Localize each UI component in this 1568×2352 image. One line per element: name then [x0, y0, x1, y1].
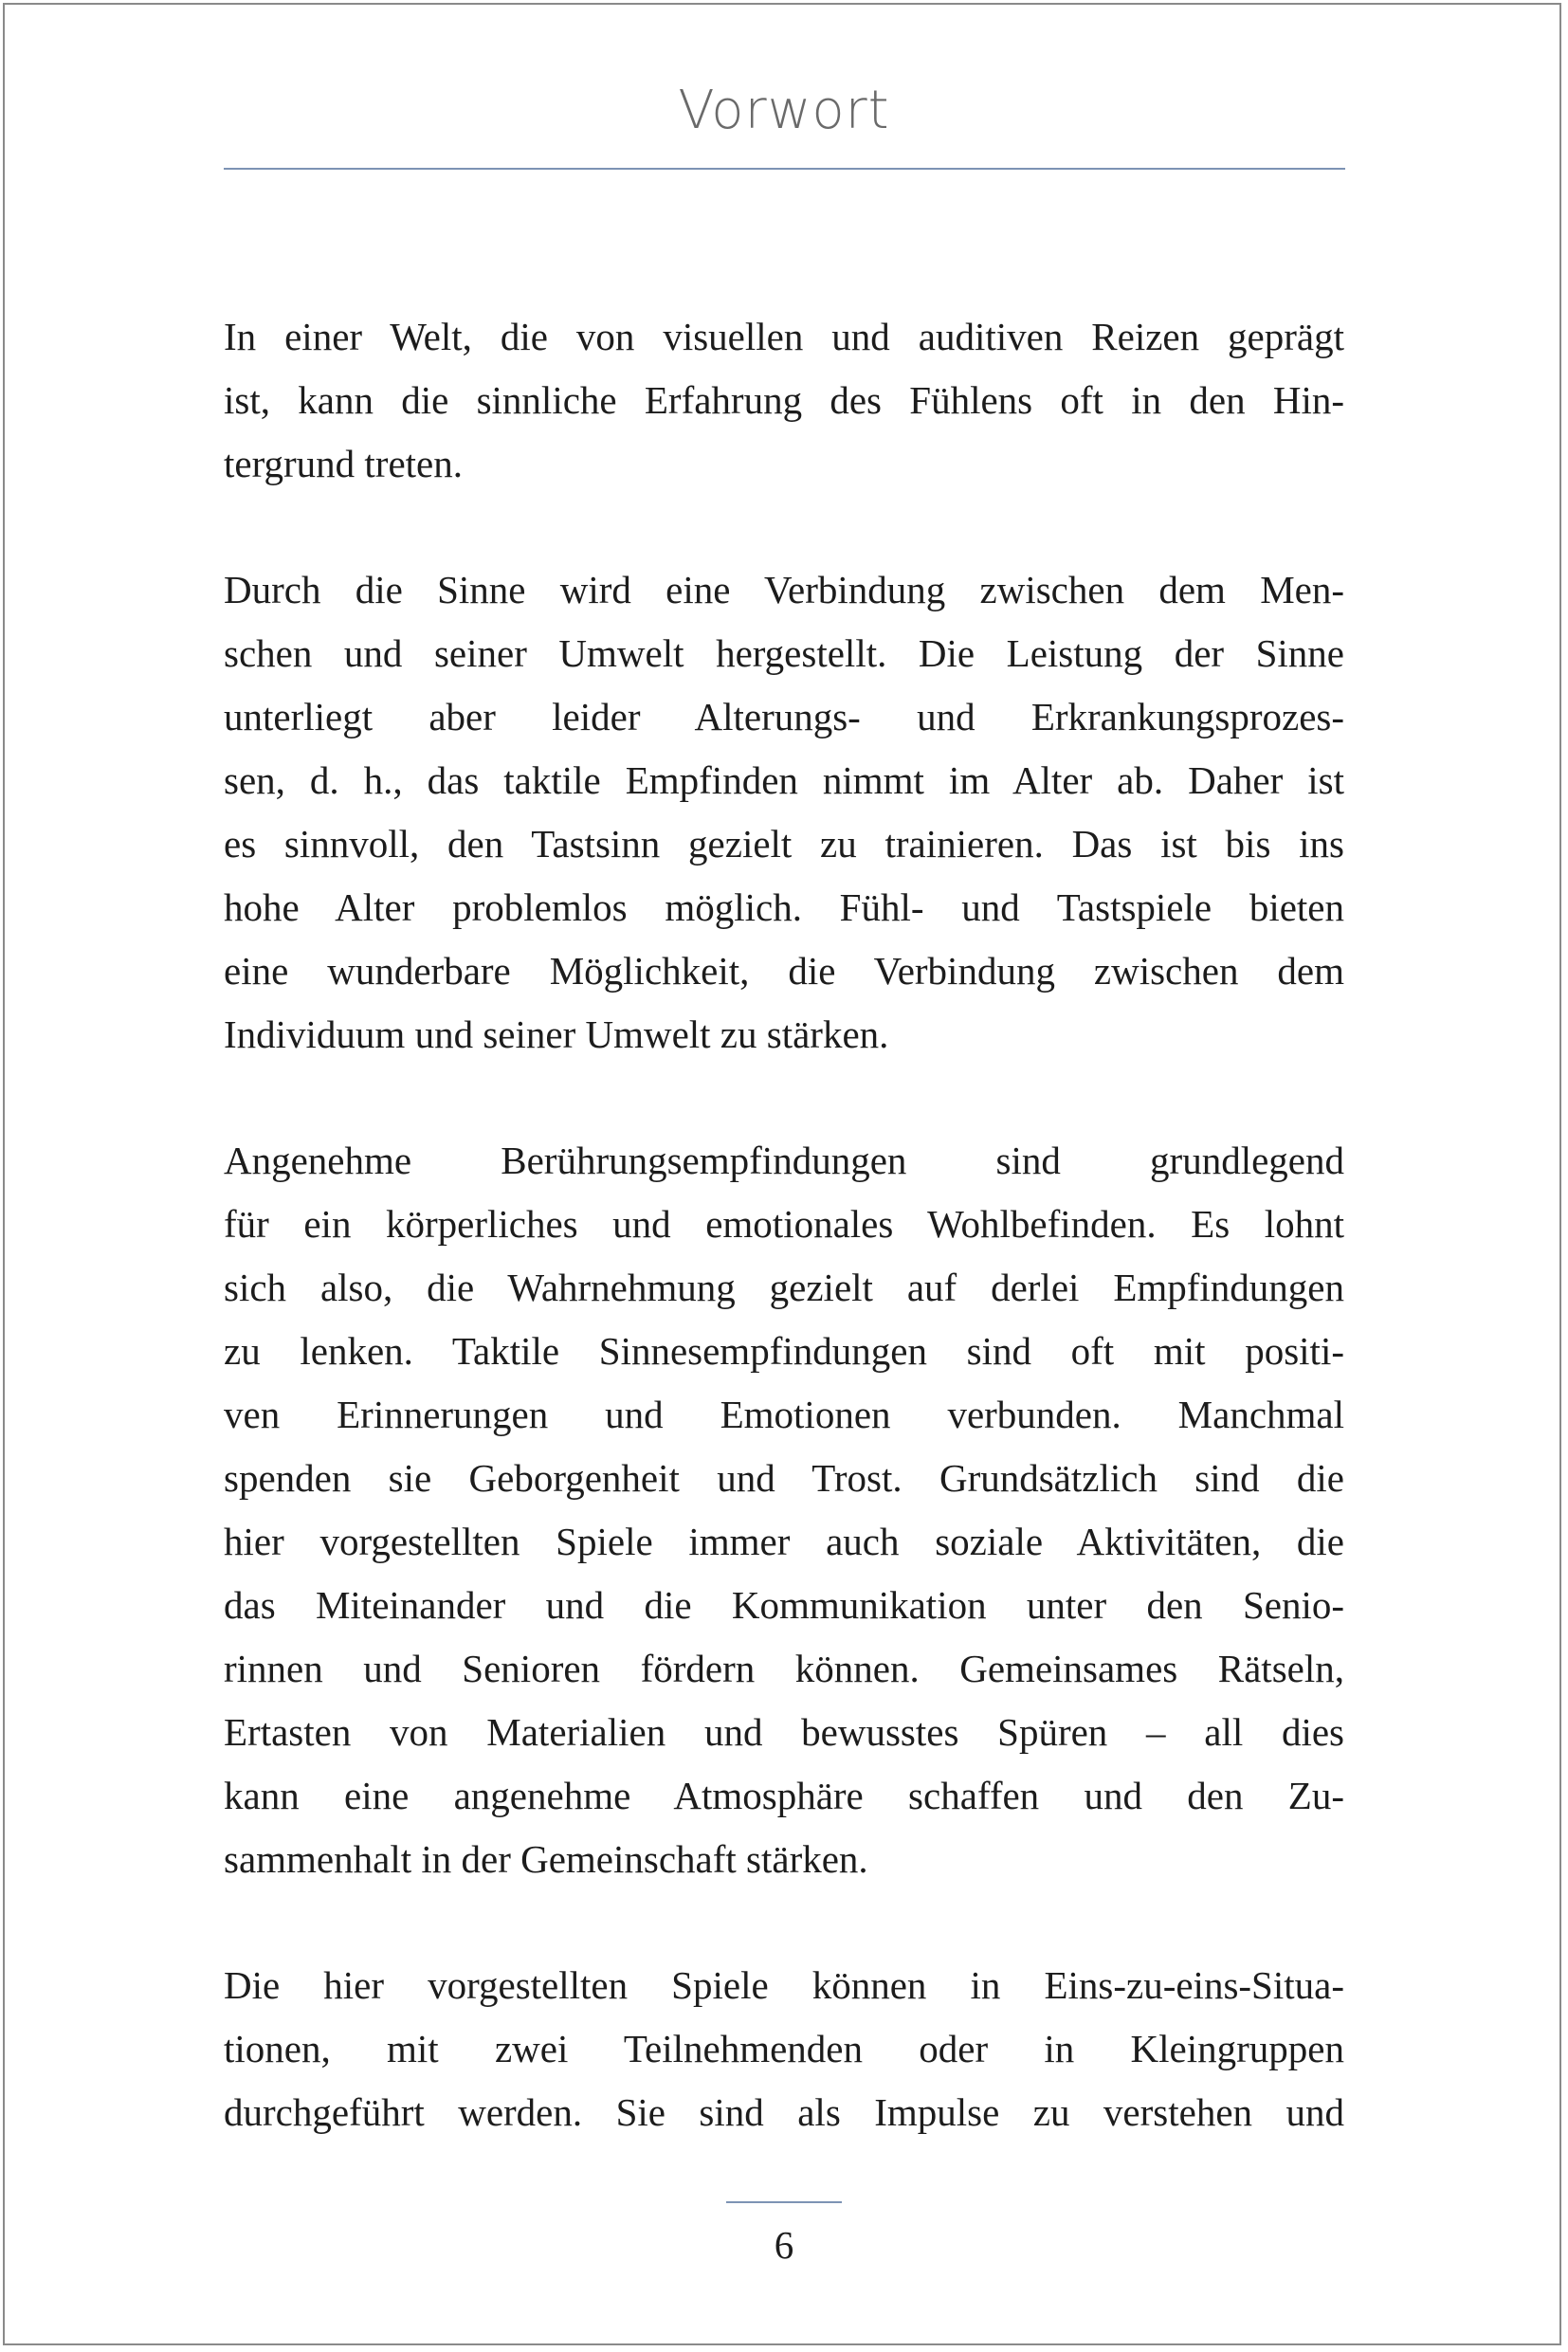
- text-line: für ein körperliches und emotionales Wohlbefinden. Es lohnt: [224, 1202, 1344, 1246]
- text-line: sich also, die Wahrnehmung gezielt auf derlei Empfindungen: [224, 1266, 1344, 1309]
- text-line: kann eine angenehme Atmosphäre schaffen und den Zu-: [224, 1774, 1344, 1817]
- paragraph: [224, 305, 1344, 496]
- text-line: es sinnvoll, den Tastsinn gezielt zu trainieren. Das ist bis ins: [224, 822, 1344, 866]
- paragraph: [224, 558, 1344, 1067]
- text-line: In einer Welt, die von visuellen und auditiven Reizen geprägt: [224, 315, 1344, 358]
- text-line: Durch die Sinne wird eine Verbindung zwischen dem Men-: [224, 568, 1344, 611]
- text-line: tergrund treten.: [224, 442, 463, 485]
- text-line: ven Erinnerungen und Emotionen verbunden. Manchmal: [224, 1393, 1344, 1436]
- text-line: Individuum und seiner Umwelt zu stärken.: [224, 1012, 889, 1056]
- title-divider: [224, 168, 1345, 170]
- text-line: Die hier vorgestellten Spiele können in Eins-zu-eins-Situa-: [224, 1963, 1344, 2007]
- text-line: tionen, mit zwei Teilnehmenden oder in Kleingruppen: [224, 2027, 1344, 2070]
- text-line: Angenehme Berührungsempfindungen sind grundlegend: [224, 1139, 1344, 1182]
- body-text: [224, 305, 1344, 2207]
- text-line: eine wunderbare Möglichkeit, die Verbindung zwischen dem: [224, 949, 1344, 993]
- text-line: schen und seiner Umwelt hergestellt. Die Leistung der Sinne: [224, 631, 1344, 675]
- chapter-title: Vorwort: [678, 80, 890, 141]
- text-line: sen, d. h., das taktile Empfinden nimmt im Alter ab. Daher ist: [224, 758, 1344, 802]
- text-line: sammenhalt in der Gemeinschaft stärken.: [224, 1837, 868, 1881]
- text-line: rinnen und Senioren fördern können. Gemeinsames Rätseln,: [224, 1647, 1344, 1690]
- text-line: ist, kann die sinnliche Erfahrung des Fühlens oft in den Hin-: [224, 378, 1344, 422]
- text-line: unterliegt aber leider Alterungs- und Erkrankungsprozes-: [224, 695, 1344, 738]
- text-line: durchgeführt werden. Sie sind als Impulse zu verstehen und: [224, 2090, 1344, 2134]
- paragraph: [224, 1954, 1344, 2144]
- page-number: 6: [774, 2223, 794, 2267]
- paragraph: [224, 1129, 1344, 1891]
- text-line: Ertasten von Materialien und bewusstes Spüren – all dies: [224, 1710, 1344, 1754]
- footer-divider: [726, 2201, 842, 2203]
- text-line: hohe Alter problemlos möglich. Fühl- und Tastspiele bieten: [224, 885, 1344, 929]
- text-line: zu lenken. Taktile Sinnesempfindungen sind oft mit positi-: [224, 1329, 1344, 1373]
- text-line: hier vorgestellten Spiele immer auch soziale Aktivitäten, die: [224, 1520, 1344, 1563]
- text-line: spenden sie Geborgenheit und Trost. Grundsätzlich sind die: [224, 1456, 1344, 1500]
- text-line: das Miteinander und die Kommunikation unter den Senio-: [224, 1583, 1344, 1627]
